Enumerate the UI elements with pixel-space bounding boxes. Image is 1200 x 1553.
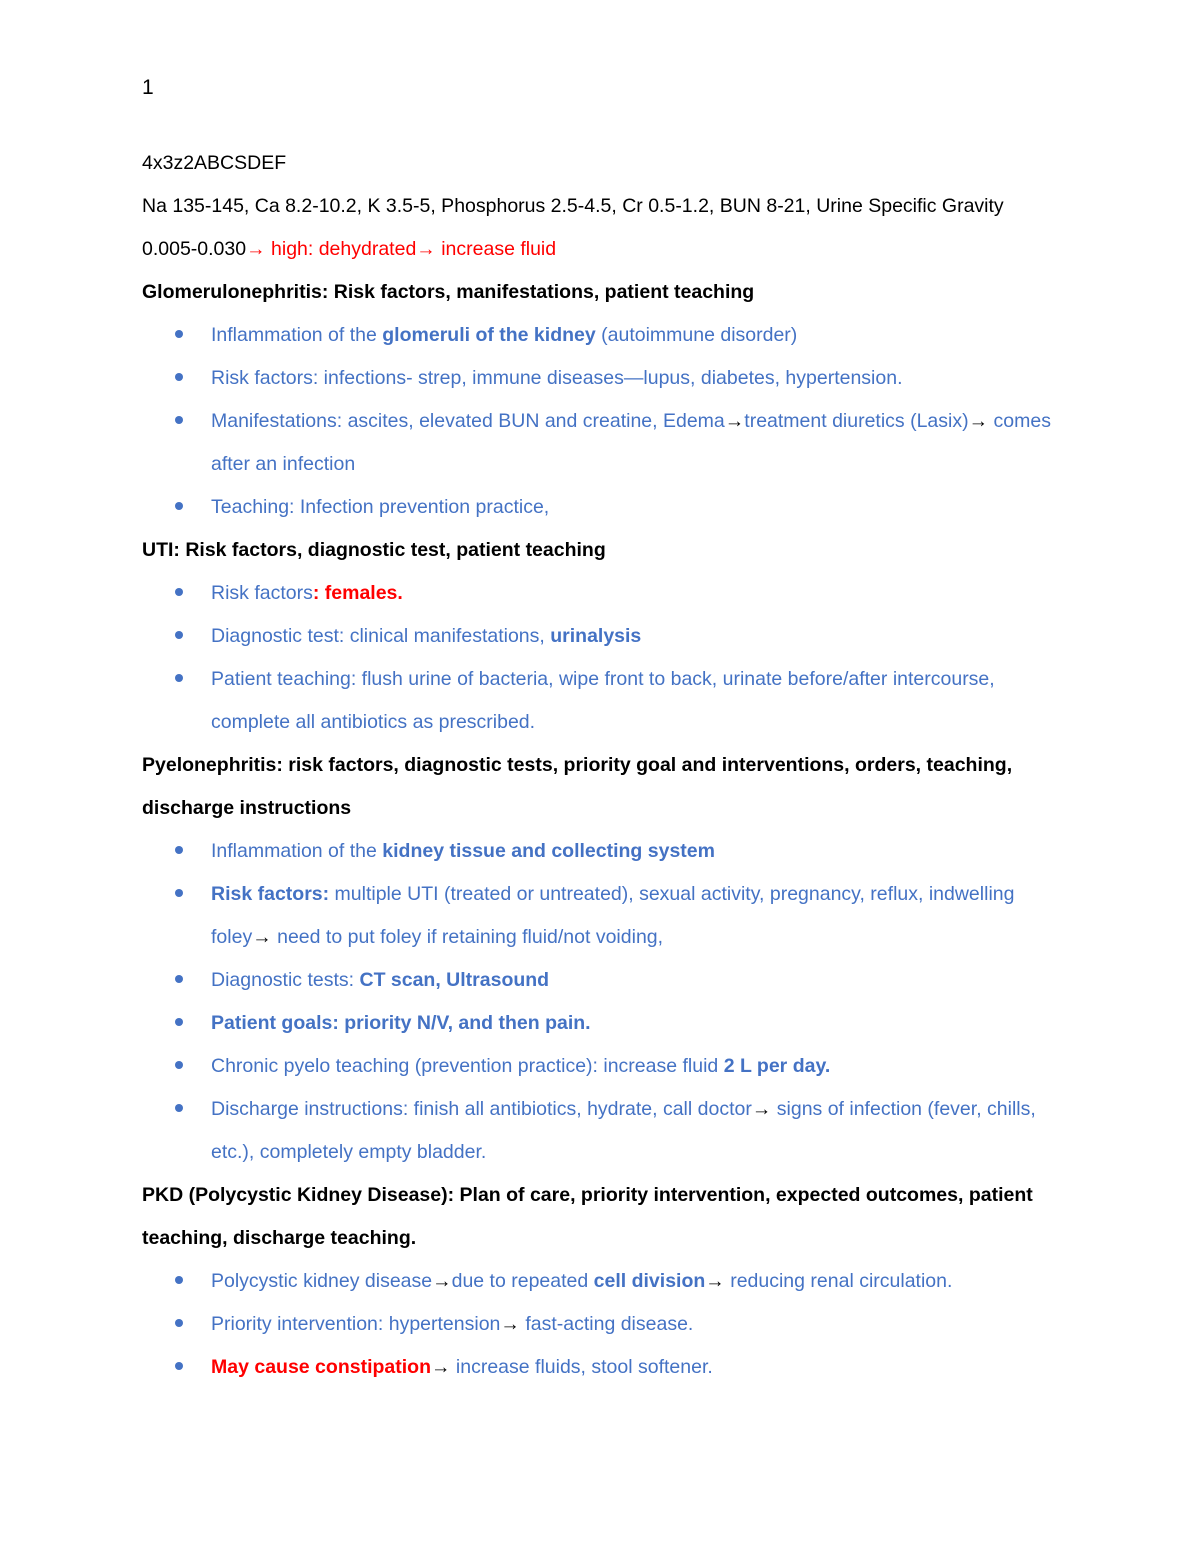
- document-body: [142, 142, 1062, 1389]
- arrow-icon: →: [430, 1356, 451, 1378]
- list-item: Risk factors: multiple UTI (treated or untreated), sexual activity, pregnancy, reflux, indwelling foley→ need to put foley if retaining fluid/not voiding,: [211, 873, 1062, 959]
- list-item: Chronic pyelo teaching (prevention practice): increase fluid 2 L per day.: [211, 1045, 1062, 1088]
- arrow-icon: →: [705, 1270, 725, 1292]
- section-heading-uti: UTI: Risk factors, diagnostic test, patient teaching: [142, 539, 606, 561]
- arrow-icon: →: [252, 926, 272, 948]
- list-item: Priority intervention: hypertension→ fast-acting disease.: [211, 1303, 1062, 1346]
- glomerulonephritis-list: [142, 314, 1062, 529]
- list-item: Diagnostic tests: CT scan, Ultrasound: [211, 959, 1062, 1002]
- pkd-list: [142, 1260, 1062, 1389]
- code-line: 4x3z2ABCSDEF: [142, 152, 287, 174]
- list-item: Risk factors: females.: [211, 572, 1062, 615]
- lab-values-text: Na 135-145, Ca 8.2-10.2, K 3.5-5, Phosphorus 2.5-4.5, Cr 0.5-1.2, BUN 8-21, Urine Specific Gravity 0.005-0.030: [142, 195, 1004, 260]
- list-item: Polycystic kidney disease→due to repeated cell division→ reducing renal circulation.: [211, 1260, 1062, 1303]
- section-heading-pyelonephritis: Pyelonephritis: risk factors, diagnostic tests, priority goal and interventions, orders, teaching, discharge instructions: [142, 754, 1013, 819]
- arrow-icon: →: [751, 1098, 772, 1120]
- arrow-icon: →: [724, 410, 745, 432]
- arrow-icon: →: [432, 1270, 452, 1292]
- list-item: Patient goals: priority N/V, and then pain.: [211, 1002, 1062, 1045]
- lab-high-note: high: dehydrated: [265, 238, 417, 260]
- pyelonephritis-list: [142, 830, 1062, 1174]
- list-item: Inflammation of the glomeruli of the kidney (autoimmune disorder): [211, 314, 1062, 357]
- list-item: Teaching: Infection prevention practice,: [211, 486, 1062, 529]
- arrow-icon: →: [968, 410, 989, 432]
- list-item: May cause constipation→ increase fluids, stool softener.: [211, 1346, 1062, 1389]
- uti-list: [142, 572, 1062, 744]
- list-item: Inflammation of the kidney tissue and collecting system: [211, 830, 1062, 873]
- list-item: Discharge instructions: finish all antibiotics, hydrate, call doctor→ signs of infection (fever, chills, etc.), completely empty bladder.: [211, 1088, 1062, 1174]
- arrow-icon: →: [246, 238, 266, 260]
- list-item: Diagnostic test: clinical manifestations, urinalysis: [211, 615, 1062, 658]
- lab-values: [142, 185, 1062, 271]
- list-item: Risk factors: infections- strep, immune diseases—lupus, diabetes, hypertension.: [211, 357, 1062, 400]
- arrow-icon: →: [500, 1313, 520, 1335]
- lab-action-note: increase fluid: [435, 238, 557, 260]
- list-item: Patient teaching: flush urine of bacteria, wipe front to back, urinate before/after intercourse, complete all antibiotics as prescribed.: [211, 658, 1062, 744]
- arrow-icon: →: [416, 238, 436, 260]
- page-number: 1: [142, 76, 154, 99]
- section-heading-pkd: PKD (Polycystic Kidney Disease): Plan of care, priority intervention, expected outcomes, patient teaching, discharge teaching.: [142, 1184, 1033, 1249]
- list-item: Manifestations: ascites, elevated BUN and creatine, Edema→treatment diuretics (Lasix)→ comes after an infection: [211, 400, 1062, 486]
- section-heading-glomerulonephritis: Glomerulonephritis: Risk factors, manifestations, patient teaching: [142, 281, 755, 303]
